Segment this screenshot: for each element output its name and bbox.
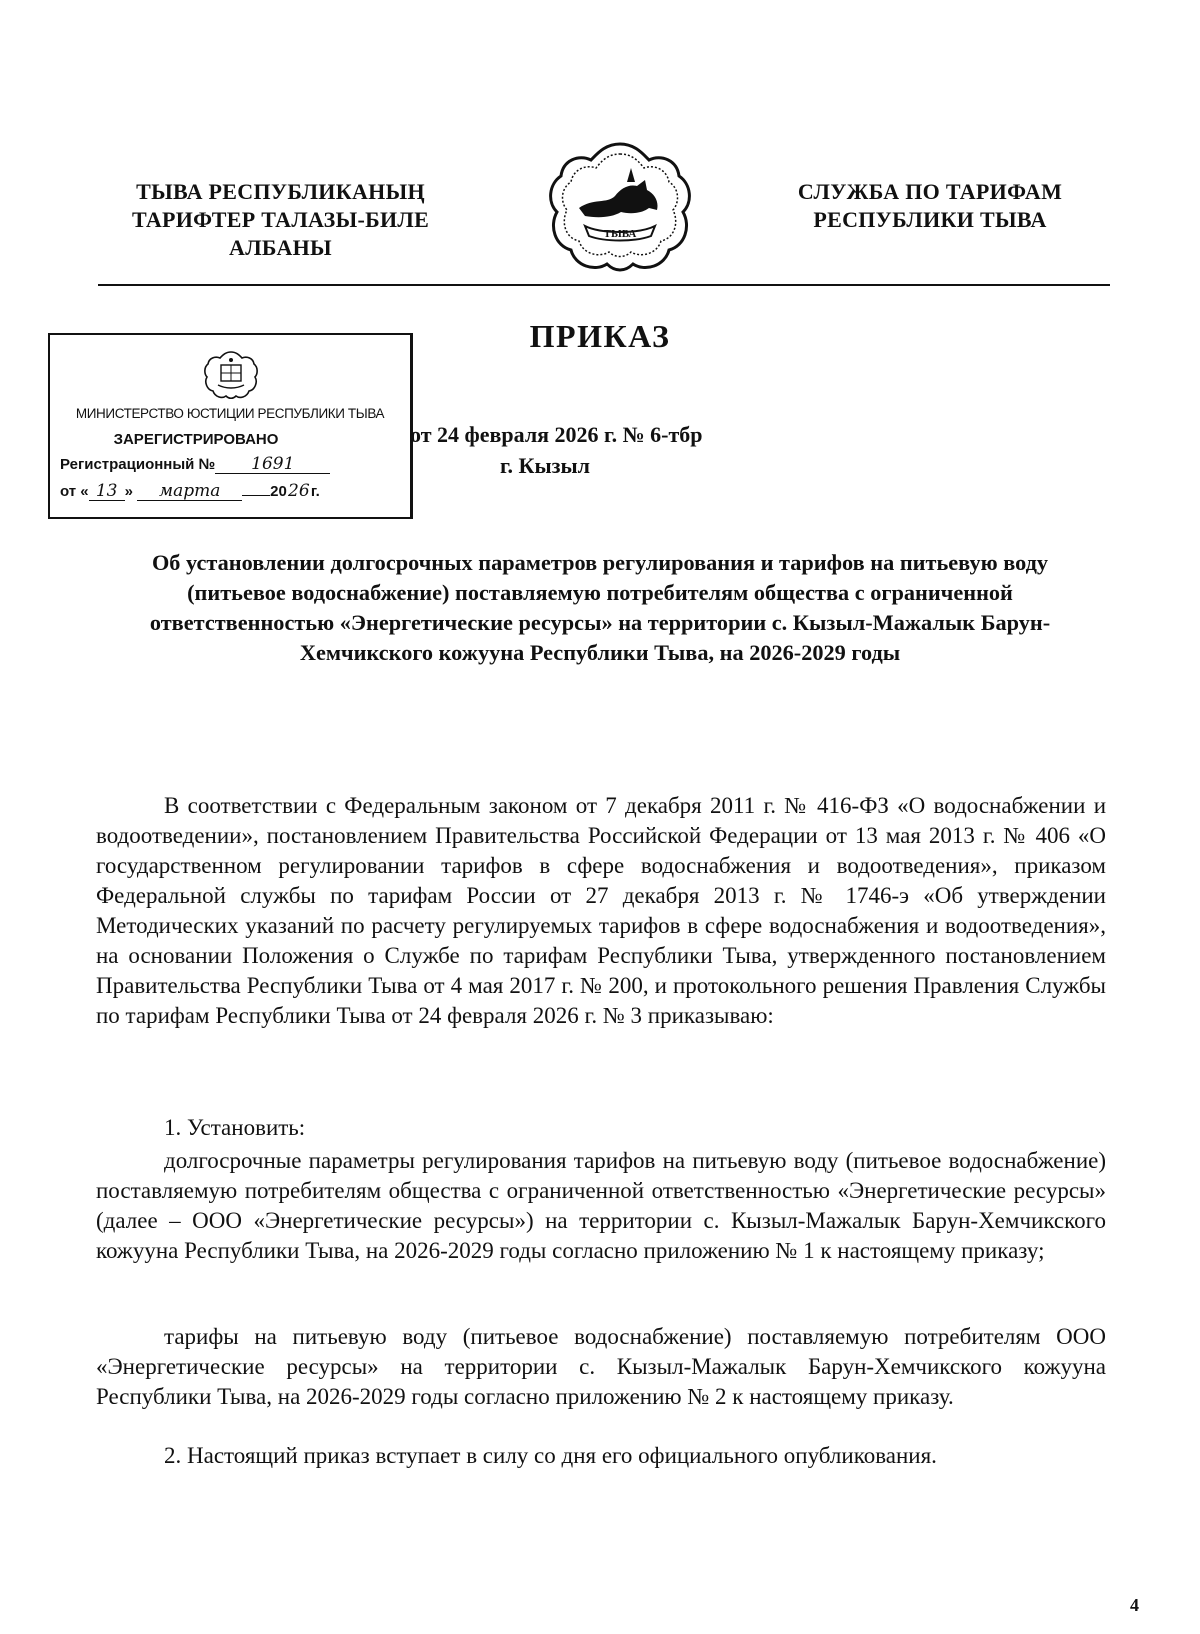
stamp-date-end: г. bbox=[310, 483, 320, 500]
item-1-tariffs: тарифы на питьевую воду (питьевое водоснабжение) поставляемую потребителям ООО «Энергетические ресурсы» на территории с. Кызыл-Мажалык Барун-Хемчикского кожууна Республики Тыва, на 2026-2029 годы согласно приложению № 2 к настоящему приказу. bbox=[96, 1324, 1106, 1409]
stamp-date-mid: » bbox=[124, 483, 133, 500]
order-city: г. Кызыл bbox=[500, 453, 590, 478]
issuer-tuvan-line-3: АЛБАНЫ bbox=[229, 235, 332, 260]
issuer-tuvan-line-2: ТАРИФТЕР ТАЛАЗЫ-БИЛЕ bbox=[131, 207, 430, 232]
stamp-ministry-name: МИНИСТЕРСТВО ЮСТИЦИИ РЕСПУБЛИКИ ТЫВА bbox=[75, 406, 385, 421]
item-2-effective-date: 2. Настоящий приказ вступает в силу со дня его официального опубликования. bbox=[164, 1443, 937, 1468]
stamp-date-blank bbox=[242, 481, 270, 496]
stamp-date-prefix: от « bbox=[60, 483, 89, 500]
item-1-long-term-parameters: долгосрочные параметры регулирования тарифов на питьевую воду (питьевое водоснабжение) поставляемую потребителям общества с ограниченной ответственностью «Энергетические ресурсы» (далее – ООО «Энергетические ресурсы») на территории с. Кызыл-Мажалык Барун-Хемчикского кожууна Республики Тыва, на 2026-2029 годы согласно приложению № 1 к настоящему приказу; bbox=[96, 1148, 1106, 1263]
stamp-regno-handwritten: 1691 bbox=[215, 455, 330, 474]
issuer-russian-line-1: СЛУЖБА ПО ТАРИФАМ bbox=[797, 179, 1063, 204]
stamp-date-month: марта bbox=[137, 482, 242, 501]
issuer-name-russian bbox=[760, 178, 1100, 234]
emblem-text: ТЫВА bbox=[603, 228, 637, 240]
stamp-year-suffix: 26 bbox=[288, 481, 310, 501]
issuer-name-tuvan bbox=[108, 178, 453, 262]
stamp-registration-number bbox=[60, 454, 405, 476]
header-divider bbox=[98, 284, 1110, 286]
document-type-title: ПРИКАЗ bbox=[529, 318, 671, 354]
tuva-emblem-small-icon bbox=[204, 349, 258, 401]
issuer-tuvan-line-1: ТЫВА РЕСПУБЛИКАНЫҢ bbox=[136, 179, 425, 204]
stamp-registered-label: ЗАРЕГИСТРИРОВАНО bbox=[113, 431, 279, 448]
stamp-regno-label: Регистрационный № bbox=[60, 456, 216, 473]
registration-stamp bbox=[48, 333, 413, 519]
item-1-heading: 1. Установить: bbox=[164, 1115, 306, 1140]
stamp-registration-date bbox=[60, 481, 405, 503]
preamble-paragraph: В соответствии с Федеральным законом от 7 декабря 2011 г. № 416-ФЗ «О водоснабжении и водоотведении», постановлением Правительства Российской Федерации от 13 мая 2013 г. № 406 «О государственном регулировании тарифов в сфере водоснабжения и водоотведения», приказом Федеральной службы по тарифам России от 27 декабря 2013 г. № 1746-э «Об утверждении Методических указаний по расчету регулируемых тарифов в сфере водоснабжения и водоотведения», на основании Положения о Службе по тарифам Республики Тыва, утвержденного постановлением Правительства Республики Тыва от 4 мая 2017 г. № 200, и протокольного решения Правления Службы по тарифам Республики Тыва от 24 февраля 2026 г. № 3 приказываю: bbox=[96, 793, 1106, 1028]
stamp-year-prefix: 20 bbox=[270, 483, 287, 500]
order-date-number: от 24 февраля 2026 г. № 6-тбр bbox=[410, 422, 703, 447]
order-subject: Об установлении долгосрочных параметров регулирования и тарифов на питьевую воду (питьевое водоснабжение) поставляемую потребителям общества с ограниченной ответственностью «Энергетические ресурсы» на территории с. Кызыл-Мажалык Барун-Хемчикского кожууна Республики Тыва, на 2026-2029 годы bbox=[149, 550, 1051, 665]
page-mark: 4 bbox=[1130, 1595, 1139, 1615]
issuer-russian-line-2: РЕСПУБЛИКИ ТЫВА bbox=[813, 207, 1047, 232]
tuva-coat-of-arms-icon bbox=[545, 138, 695, 276]
stamp-date-day: 13 bbox=[89, 482, 125, 501]
